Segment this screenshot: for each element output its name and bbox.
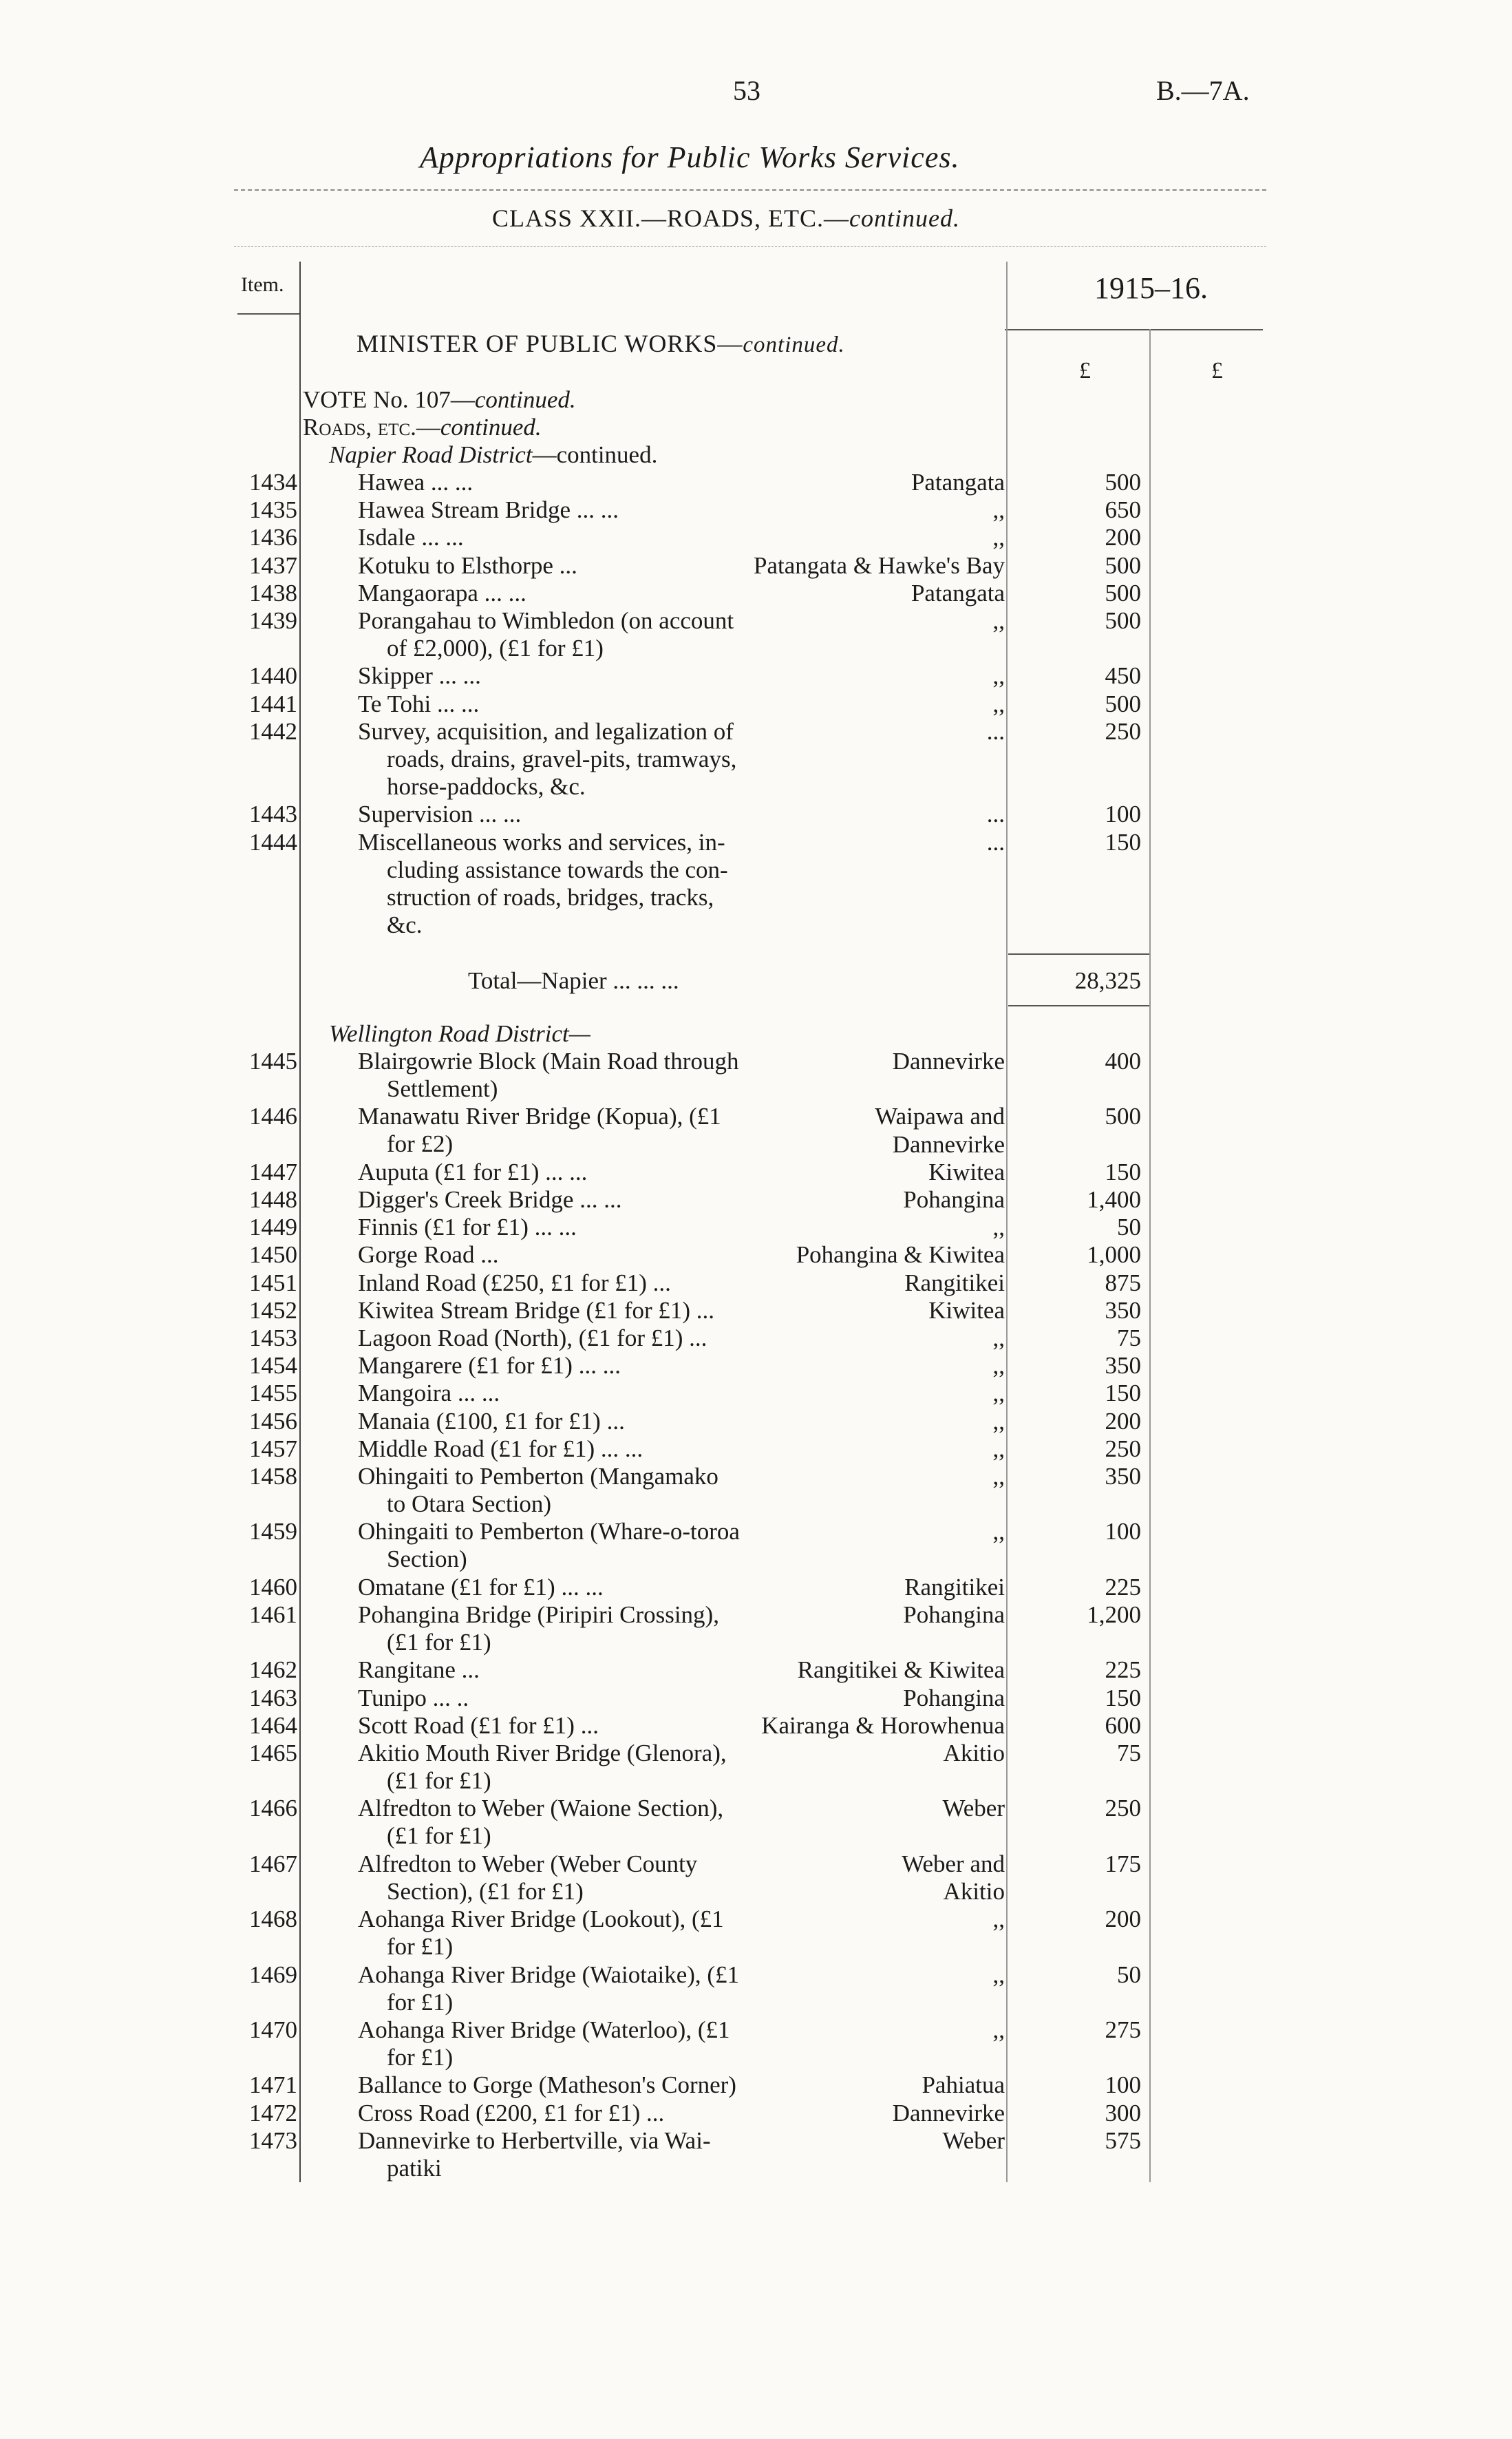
electoral-district: Weber — [942, 2126, 1005, 2154]
napier-district-heading — [329, 441, 657, 469]
electoral-district: ,, — [992, 1380, 1005, 1407]
amount: 50 — [1117, 1214, 1141, 1241]
description-line: Isdale ... ... — [358, 524, 464, 551]
item-number: 1453 — [249, 1324, 297, 1351]
description-line: Settlement) — [387, 1075, 498, 1102]
electoral-district: Dannevirke — [892, 1048, 1005, 1075]
amount: 150 — [1105, 1684, 1141, 1711]
item-header-rule — [237, 313, 299, 315]
description-line: Finnis (£1 for £1) ... ... — [358, 1214, 577, 1241]
electoral-district: Rangitikei — [904, 1269, 1005, 1296]
electoral-district: Patangata — [911, 469, 1005, 496]
amount-column-right-rule — [1149, 329, 1151, 2182]
item-number: 1472 — [249, 2099, 297, 2126]
item-column-header: Item. — [241, 273, 284, 296]
electoral-district: ,, — [992, 662, 1005, 690]
year-column-header: 1915–16. — [1094, 271, 1208, 305]
electoral-district: ,, — [992, 1518, 1005, 1545]
description-line: Aohanga River Bridge (Waiotaike), (£1 — [358, 1961, 740, 1988]
electoral-district: Patangata & Hawke's Bay — [754, 551, 1005, 579]
napier-total-label: Total—Napier ... ... ... — [468, 967, 679, 994]
item-number: 1440 — [249, 662, 297, 690]
electoral-district: Waipawa and — [875, 1103, 1005, 1130]
description-line: Miscellaneous works and services, in- — [358, 828, 725, 856]
pound-sign-col1: £ — [1079, 358, 1091, 383]
item-number: 1460 — [249, 1573, 297, 1601]
amount: 600 — [1105, 1711, 1141, 1739]
electoral-district: ,, — [992, 1463, 1005, 1490]
amount: 1,400 — [1087, 1186, 1141, 1213]
amount: 350 — [1105, 1352, 1141, 1380]
roads-prefix: Roads, etc.— — [303, 414, 440, 441]
amount: 500 — [1105, 469, 1141, 496]
class-heading — [492, 204, 960, 233]
item-column-rule — [299, 262, 301, 2182]
description-line: Porangahau to Wimbledon (on account — [358, 607, 734, 634]
amount: 650 — [1105, 496, 1141, 524]
description-line: Manaia (£100, £1 for £1) ... — [358, 1407, 625, 1435]
page-title: Appropriations for Public Works Services. — [420, 140, 960, 174]
description-line: Cross Road (£200, £1 for £1) ... — [358, 2099, 665, 2126]
item-number: 1451 — [249, 1269, 297, 1296]
vote-heading — [303, 386, 576, 414]
total-bottom-rule — [1008, 1005, 1149, 1006]
electoral-district: Pohangina — [903, 1684, 1005, 1711]
item-number: 1437 — [249, 551, 297, 579]
electoral-district: Kairanga & Horowhenua — [761, 1711, 1005, 1739]
description-line: Hawea Stream Bridge ... ... — [358, 496, 619, 524]
amount: 275 — [1105, 2016, 1141, 2043]
amount-column-left-rule — [1006, 262, 1008, 2182]
electoral-district: ... — [986, 717, 1005, 745]
minister-suffix: continued. — [743, 332, 845, 357]
electoral-district: ,, — [992, 2016, 1005, 2043]
item-number: 1456 — [249, 1407, 297, 1435]
electoral-district-line2: Dannevirke — [892, 1130, 1005, 1158]
item-number: 1436 — [249, 524, 297, 551]
amount: 150 — [1105, 1380, 1141, 1407]
electoral-district: Akitio — [943, 1740, 1005, 1766]
napier-total-amount: 28,325 — [1074, 967, 1141, 994]
item-number: 1462 — [249, 1656, 297, 1684]
minister-prefix: MINISTER OF PUBLIC WORKS— — [356, 330, 743, 357]
description-line: Tunipo ... .. — [358, 1684, 469, 1711]
class-heading-prefix: CLASS XXII.—ROADS, ETC.— — [492, 204, 850, 232]
item-number: 1461 — [249, 1601, 297, 1628]
amount: 250 — [1105, 1795, 1141, 1822]
amount: 75 — [1117, 1324, 1141, 1351]
item-number: 1438 — [249, 579, 297, 606]
roads-suffix: continued. — [440, 414, 542, 441]
electoral-district: Kiwitea — [928, 1296, 1005, 1324]
electoral-district: ,, — [992, 1407, 1005, 1435]
total-top-rule — [1008, 953, 1149, 955]
pound-sign-col2: £ — [1211, 358, 1223, 383]
description-line: for £1) — [387, 1988, 454, 2016]
item-number: 1448 — [249, 1186, 297, 1213]
description-line: of £2,000), (£1 for £1) — [387, 635, 604, 662]
amount: 250 — [1105, 717, 1141, 745]
item-number: 1441 — [249, 690, 297, 717]
electoral-district: Pohangina — [903, 1186, 1005, 1213]
item-number: 1443 — [249, 801, 297, 828]
description-line: Inland Road (£250, £1 for £1) ... — [358, 1269, 671, 1296]
description-line: Mangoira ... ... — [358, 1380, 500, 1407]
item-number: 1470 — [249, 2016, 297, 2043]
item-number: 1468 — [249, 1905, 297, 1933]
electoral-district: Rangitikei — [904, 1573, 1005, 1601]
description-line: Middle Road (£1 for £1) ... ... — [358, 1435, 643, 1462]
description-line: Ohingaiti to Pemberton (Whare-o-toroa — [358, 1518, 740, 1545]
napier-heading-italic: Napier Road District — [329, 441, 533, 468]
description-line: Manawatu River Bridge (Kopua), (£1 — [358, 1103, 721, 1130]
item-number: 1471 — [249, 2071, 297, 2099]
amount: 350 — [1105, 1463, 1141, 1490]
amount: 875 — [1105, 1269, 1141, 1296]
description-line: Omatane (£1 for £1) ... ... — [358, 1573, 604, 1601]
item-number: 1466 — [249, 1795, 297, 1822]
description-line: Alfredton to Weber (Waione Section), — [358, 1795, 724, 1822]
item-number: 1467 — [249, 1850, 297, 1877]
electoral-district: ,, — [992, 1435, 1005, 1462]
electoral-district: Pahiatua — [922, 2071, 1005, 2099]
electoral-district-line2: Akitio — [943, 1878, 1005, 1905]
item-number: 1458 — [249, 1463, 297, 1490]
description-line: Aohanga River Bridge (Lookout), (£1 — [358, 1905, 724, 1933]
electoral-district: Weber — [942, 1795, 1005, 1822]
page-number: 53 — [733, 75, 760, 106]
item-number: 1450 — [249, 1241, 297, 1269]
description-line: Supervision ... ... — [358, 801, 522, 828]
item-number: 1435 — [249, 496, 297, 524]
item-number: 1454 — [249, 1352, 297, 1380]
amount: 150 — [1105, 828, 1141, 856]
amount: 400 — [1105, 1048, 1141, 1075]
description-line: Alfredton to Weber (Weber County — [358, 1850, 698, 1877]
item-number: 1469 — [249, 1961, 297, 1988]
electoral-district: ,, — [992, 690, 1005, 717]
amount: 200 — [1105, 1407, 1141, 1435]
description-line: patiki — [387, 2154, 442, 2182]
electoral-district: ,, — [992, 1905, 1005, 1933]
wellington-district-heading: Wellington Road District— — [329, 1020, 590, 1047]
description-line: (£1 for £1) — [387, 1822, 491, 1850]
description-line: Skipper ... ... — [358, 662, 481, 690]
amount: 450 — [1105, 662, 1141, 690]
description-line: Akitio Mouth River Bridge (Glenora), — [358, 1740, 727, 1766]
description-line: Section), (£1 for £1) — [387, 1877, 584, 1905]
vote-suffix: continued. — [474, 386, 576, 413]
electoral-district: Rangitikei & Kiwitea — [797, 1656, 1005, 1684]
amount: 75 — [1117, 1740, 1141, 1766]
year-header-rule — [1005, 329, 1263, 330]
item-number: 1447 — [249, 1158, 297, 1185]
vote-prefix: VOTE No. 107— — [303, 386, 475, 413]
minister-heading — [356, 329, 845, 358]
amount: 500 — [1105, 690, 1141, 717]
amount: 200 — [1105, 1905, 1141, 1933]
electoral-district: ,, — [992, 496, 1005, 524]
electoral-district: ... — [986, 801, 1005, 828]
item-number: 1465 — [249, 1740, 297, 1766]
description-line: Rangitane ... — [358, 1656, 480, 1684]
amount: 250 — [1105, 1435, 1141, 1462]
amount: 500 — [1105, 551, 1141, 579]
item-number: 1439 — [249, 607, 297, 634]
description-line: Auputa (£1 for £1) ... ... — [358, 1158, 588, 1185]
description-line: Aohanga River Bridge (Waterloo), (£1 — [358, 2016, 730, 2043]
amount: 500 — [1105, 579, 1141, 606]
description-line: Kiwitea Stream Bridge (£1 for £1) ... — [358, 1296, 715, 1324]
description-line: horse-paddocks, &c. — [387, 772, 586, 800]
item-number: 1442 — [249, 717, 297, 745]
electoral-district: ,, — [992, 524, 1005, 551]
description-line: cluding assistance towards the con- — [387, 856, 728, 883]
amount: 225 — [1105, 1573, 1141, 1601]
description-line: &c. — [387, 911, 423, 938]
amount: 575 — [1105, 2126, 1141, 2154]
description-line: Te Tohi ... ... — [358, 690, 480, 717]
electoral-district: ,, — [992, 1324, 1005, 1351]
item-number: 1452 — [249, 1296, 297, 1324]
description-line: roads, drains, gravel-pits, tramways, — [387, 745, 737, 772]
description-line: Hawea ... ... — [358, 469, 473, 496]
electoral-district: Pohangina — [903, 1601, 1005, 1628]
item-number: 1463 — [249, 1684, 297, 1711]
item-number: 1446 — [249, 1103, 297, 1130]
description-line: (£1 for £1) — [387, 1767, 491, 1794]
description-line: Lagoon Road (North), (£1 for £1) ... — [358, 1324, 707, 1351]
item-number: 1449 — [249, 1214, 297, 1241]
amount: 200 — [1105, 524, 1141, 551]
napier-heading-rest: —continued. — [532, 441, 658, 468]
description-line: Section) — [387, 1545, 467, 1573]
item-number: 1457 — [249, 1435, 297, 1462]
description-line: Digger's Creek Bridge ... ... — [358, 1186, 622, 1213]
item-number: 1455 — [249, 1380, 297, 1407]
amount: 1,200 — [1087, 1601, 1141, 1628]
description-line: Kotuku to Elsthorpe ... — [358, 551, 577, 579]
amount: 500 — [1105, 1103, 1141, 1130]
description-line: Blairgowrie Block (Main Road through — [358, 1048, 739, 1075]
electoral-district: Kiwitea — [928, 1158, 1005, 1185]
amount: 100 — [1105, 2071, 1141, 2099]
amount: 100 — [1105, 1518, 1141, 1545]
item-number: 1459 — [249, 1518, 297, 1545]
electoral-district: ,, — [992, 1961, 1005, 1988]
electoral-district: ,, — [992, 607, 1005, 634]
item-number: 1445 — [249, 1048, 297, 1075]
description-line: for £2) — [387, 1130, 454, 1158]
electoral-district: ,, — [992, 1352, 1005, 1380]
title-rule — [234, 189, 1266, 191]
description-line: Dannevirke to Herbertville, via Wai- — [358, 2126, 711, 2154]
electoral-district: Dannevirke — [892, 2099, 1005, 2126]
item-number: 1444 — [249, 828, 297, 856]
amount: 350 — [1105, 1296, 1141, 1324]
item-number: 1473 — [249, 2126, 297, 2154]
amount: 225 — [1105, 1656, 1141, 1684]
description-line: Mangarere (£1 for £1) ... ... — [358, 1352, 621, 1380]
electoral-district: Weber and — [902, 1850, 1005, 1877]
amount: 300 — [1105, 2099, 1141, 2126]
description-line: Pohangina Bridge (Piripiri Crossing), — [358, 1601, 719, 1628]
amount: 50 — [1117, 1961, 1141, 1988]
description-line: for £1) — [387, 2044, 454, 2071]
amount: 175 — [1105, 1850, 1141, 1877]
description-line: (£1 for £1) — [387, 1629, 491, 1656]
class-heading-suffix: continued. — [849, 204, 961, 232]
description-line: Ballance to Gorge (Matheson's Corner) — [358, 2071, 736, 2099]
amount: 1,000 — [1087, 1241, 1141, 1269]
table-top-rule — [234, 246, 1266, 247]
amount: 500 — [1105, 607, 1141, 634]
description-line: Gorge Road ... — [358, 1241, 499, 1269]
description-line: to Otara Section) — [387, 1490, 552, 1517]
description-line: Mangaorapa ... ... — [358, 579, 526, 606]
description-line: for £1) — [387, 1933, 454, 1961]
electoral-district: Patangata — [911, 579, 1005, 606]
description-line: struction of roads, bridges, tracks, — [387, 883, 714, 911]
description-line: Scott Road (£1 for £1) ... — [358, 1711, 599, 1739]
item-number: 1464 — [249, 1711, 297, 1739]
amount: 150 — [1105, 1158, 1141, 1185]
electoral-district: Pohangina & Kiwitea — [796, 1241, 1005, 1269]
description-line: Ohingaiti to Pemberton (Mangamako — [358, 1463, 718, 1490]
item-number: 1434 — [249, 469, 297, 496]
description-line: Survey, acquisition, and legalization of — [358, 717, 734, 745]
roads-heading — [303, 414, 542, 441]
electoral-district: ... — [986, 828, 1005, 856]
document-reference: B.—7A. — [1156, 75, 1250, 106]
electoral-district: ,, — [992, 1214, 1005, 1241]
amount: 100 — [1105, 801, 1141, 828]
